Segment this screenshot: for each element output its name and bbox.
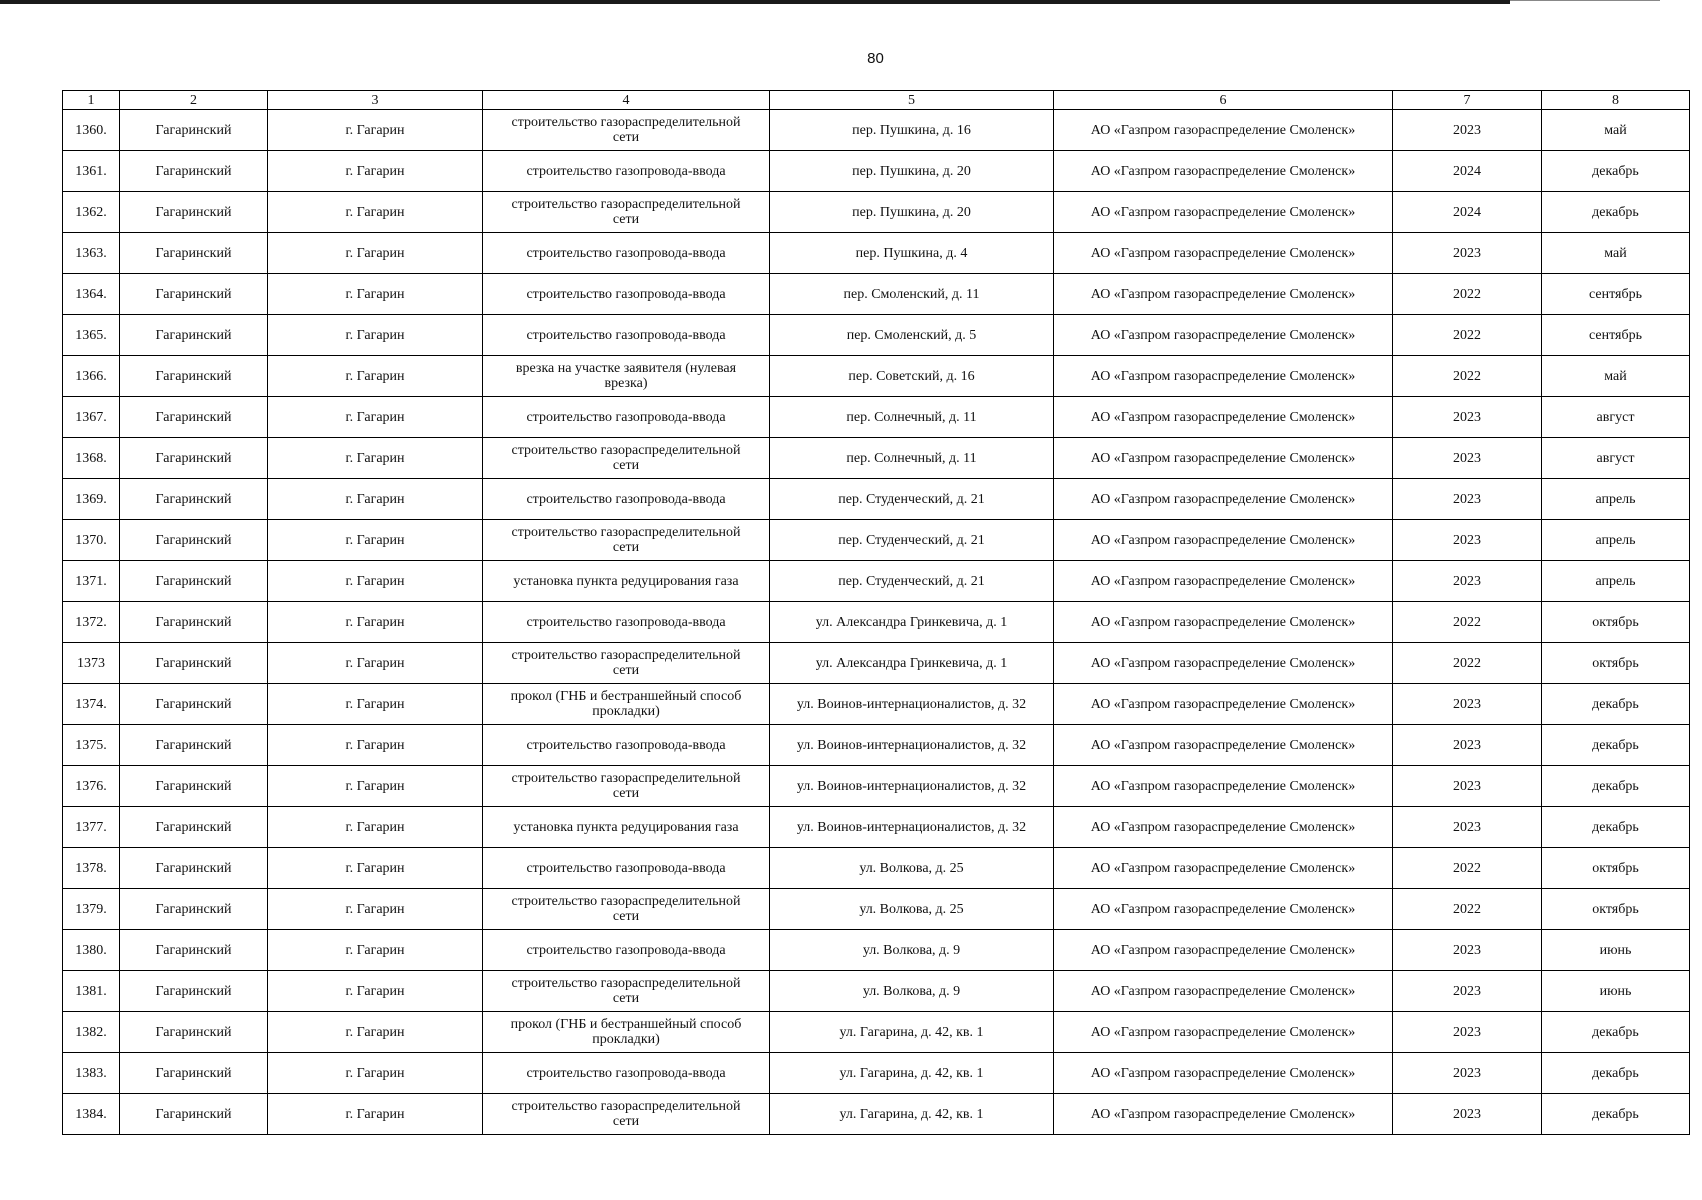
cell-number: 1360. <box>63 110 120 151</box>
cell-month: декабрь <box>1542 1053 1690 1094</box>
cell-locality: г. Гагарин <box>268 561 483 602</box>
cell-locality: г. Гагарин <box>268 643 483 684</box>
cell-work-type: прокол (ГНБ и бестраншейный способ прокладки) <box>483 684 770 725</box>
cell-organization: АО «Газпром газораспределение Смоленск» <box>1054 356 1393 397</box>
cell-address: пер. Смоленский, д. 11 <box>770 274 1054 315</box>
cell-month: декабрь <box>1542 807 1690 848</box>
scan-edge-line <box>1510 0 1660 1</box>
table-row <box>63 766 1690 807</box>
cell-locality: г. Гагарин <box>268 274 483 315</box>
cell-year: 2023 <box>1393 1012 1542 1053</box>
cell-address: ул. Гагарина, д. 42, кв. 1 <box>770 1012 1054 1053</box>
cell-organization: АО «Газпром газораспределение Смоленск» <box>1054 930 1393 971</box>
table-row <box>63 110 1690 151</box>
cell-year: 2022 <box>1393 356 1542 397</box>
cell-locality: г. Гагарин <box>268 971 483 1012</box>
cell-month: апрель <box>1542 520 1690 561</box>
cell-work-type: строительство газораспределительной сети <box>483 889 770 930</box>
cell-locality: г. Гагарин <box>268 684 483 725</box>
cell-work-type: прокол (ГНБ и бестраншейный способ прокладки) <box>483 1012 770 1053</box>
cell-organization: АО «Газпром газораспределение Смоленск» <box>1054 1012 1393 1053</box>
cell-number: 1376. <box>63 766 120 807</box>
cell-month: август <box>1542 397 1690 438</box>
table-row <box>63 561 1690 602</box>
cell-organization: АО «Газпром газораспределение Смоленск» <box>1054 807 1393 848</box>
cell-work-type: строительство газораспределительной сети <box>483 643 770 684</box>
cell-district: Гагаринский <box>120 274 268 315</box>
table-header <box>63 91 1690 110</box>
cell-year: 2024 <box>1393 192 1542 233</box>
cell-district: Гагаринский <box>120 1094 268 1135</box>
table-row <box>63 725 1690 766</box>
cell-number: 1364. <box>63 274 120 315</box>
cell-organization: АО «Газпром газораспределение Смоленск» <box>1054 602 1393 643</box>
cell-district: Гагаринский <box>120 1012 268 1053</box>
cell-work-type: установка пункта редуцирования газа <box>483 807 770 848</box>
cell-year: 2022 <box>1393 889 1542 930</box>
cell-address: ул. Волкова, д. 9 <box>770 930 1054 971</box>
cell-month: май <box>1542 110 1690 151</box>
cell-month: октябрь <box>1542 602 1690 643</box>
header-cell-col-3: 3 <box>268 91 483 110</box>
cell-month: май <box>1542 356 1690 397</box>
cell-year: 2023 <box>1393 479 1542 520</box>
cell-work-type: строительство газопровода-ввода <box>483 1053 770 1094</box>
cell-district: Гагаринский <box>120 930 268 971</box>
cell-district: Гагаринский <box>120 561 268 602</box>
cell-locality: г. Гагарин <box>268 397 483 438</box>
cell-month: декабрь <box>1542 725 1690 766</box>
cell-year: 2023 <box>1393 233 1542 274</box>
cell-district: Гагаринский <box>120 356 268 397</box>
header-cell-col-8: 8 <box>1542 91 1690 110</box>
cell-number: 1371. <box>63 561 120 602</box>
cell-locality: г. Гагарин <box>268 602 483 643</box>
cell-year: 2022 <box>1393 643 1542 684</box>
header-cell-col-7: 7 <box>1393 91 1542 110</box>
cell-work-type: строительство газопровода-ввода <box>483 151 770 192</box>
cell-address: ул. Александра Гринкевича, д. 1 <box>770 643 1054 684</box>
cell-organization: АО «Газпром газораспределение Смоленск» <box>1054 1094 1393 1135</box>
cell-work-type: строительство газораспределительной сети <box>483 1094 770 1135</box>
cell-year: 2023 <box>1393 971 1542 1012</box>
scan-edge-bar <box>0 0 1510 4</box>
cell-number: 1383. <box>63 1053 120 1094</box>
cell-work-type: строительство газопровода-ввода <box>483 397 770 438</box>
header-cell-col-2: 2 <box>120 91 268 110</box>
cell-locality: г. Гагарин <box>268 233 483 274</box>
cell-district: Гагаринский <box>120 520 268 561</box>
cell-year: 2023 <box>1393 561 1542 602</box>
cell-month: август <box>1542 438 1690 479</box>
cell-work-type: строительство газопровода-ввода <box>483 274 770 315</box>
cell-address: ул. Волкова, д. 9 <box>770 971 1054 1012</box>
cell-work-type: строительство газораспределительной сети <box>483 192 770 233</box>
table-row <box>63 807 1690 848</box>
cell-address: ул. Воинов-интернационалистов, д. 32 <box>770 807 1054 848</box>
cell-locality: г. Гагарин <box>268 315 483 356</box>
cell-work-type: установка пункта редуцирования газа <box>483 561 770 602</box>
cell-number: 1363. <box>63 233 120 274</box>
cell-number: 1367. <box>63 397 120 438</box>
table-row <box>63 274 1690 315</box>
register-table <box>62 90 1690 1135</box>
table-row <box>63 889 1690 930</box>
cell-number: 1362. <box>63 192 120 233</box>
cell-number: 1382. <box>63 1012 120 1053</box>
cell-address: ул. Воинов-интернационалистов, д. 32 <box>770 766 1054 807</box>
cell-address: ул. Гагарина, д. 42, кв. 1 <box>770 1094 1054 1135</box>
table-row <box>63 192 1690 233</box>
cell-organization: АО «Газпром газораспределение Смоленск» <box>1054 889 1393 930</box>
cell-district: Гагаринский <box>120 725 268 766</box>
cell-district: Гагаринский <box>120 766 268 807</box>
cell-year: 2022 <box>1393 848 1542 889</box>
cell-month: октябрь <box>1542 643 1690 684</box>
cell-year: 2023 <box>1393 766 1542 807</box>
cell-address: пер. Студенческий, д. 21 <box>770 561 1054 602</box>
cell-locality: г. Гагарин <box>268 110 483 151</box>
table-row <box>63 233 1690 274</box>
cell-work-type: строительство газораспределительной сети <box>483 520 770 561</box>
cell-address: ул. Волкова, д. 25 <box>770 889 1054 930</box>
cell-district: Гагаринский <box>120 1053 268 1094</box>
cell-address: пер. Студенческий, д. 21 <box>770 520 1054 561</box>
table-row <box>63 438 1690 479</box>
cell-number: 1365. <box>63 315 120 356</box>
cell-district: Гагаринский <box>120 397 268 438</box>
page-number: 80 <box>867 50 884 67</box>
cell-number: 1374. <box>63 684 120 725</box>
table-row <box>63 151 1690 192</box>
cell-month: сентябрь <box>1542 274 1690 315</box>
cell-address: пер. Солнечный, д. 11 <box>770 438 1054 479</box>
cell-year: 2023 <box>1393 1053 1542 1094</box>
cell-number: 1372. <box>63 602 120 643</box>
cell-number: 1370. <box>63 520 120 561</box>
cell-number: 1375. <box>63 725 120 766</box>
cell-year: 2023 <box>1393 807 1542 848</box>
cell-year: 2023 <box>1393 110 1542 151</box>
cell-address: пер. Советский, д. 16 <box>770 356 1054 397</box>
cell-district: Гагаринский <box>120 315 268 356</box>
cell-district: Гагаринский <box>120 151 268 192</box>
table-row <box>63 356 1690 397</box>
cell-address: ул. Александра Гринкевича, д. 1 <box>770 602 1054 643</box>
cell-year: 2022 <box>1393 274 1542 315</box>
cell-locality: г. Гагарин <box>268 807 483 848</box>
cell-work-type: строительство газораспределительной сети <box>483 766 770 807</box>
table-body <box>63 110 1690 1135</box>
cell-organization: АО «Газпром газораспределение Смоленск» <box>1054 438 1393 479</box>
cell-district: Гагаринский <box>120 110 268 151</box>
cell-district: Гагаринский <box>120 192 268 233</box>
cell-year: 2023 <box>1393 397 1542 438</box>
cell-address: пер. Смоленский, д. 5 <box>770 315 1054 356</box>
cell-organization: АО «Газпром газораспределение Смоленск» <box>1054 233 1393 274</box>
cell-work-type: строительство газопровода-ввода <box>483 315 770 356</box>
cell-work-type: строительство газораспределительной сети <box>483 438 770 479</box>
table-row <box>63 643 1690 684</box>
cell-work-type: строительство газопровода-ввода <box>483 602 770 643</box>
cell-locality: г. Гагарин <box>268 479 483 520</box>
cell-address: пер. Пушкина, д. 16 <box>770 110 1054 151</box>
cell-address: ул. Гагарина, д. 42, кв. 1 <box>770 1053 1054 1094</box>
cell-year: 2023 <box>1393 725 1542 766</box>
cell-district: Гагаринский <box>120 602 268 643</box>
table-row <box>63 315 1690 356</box>
cell-address: пер. Солнечный, д. 11 <box>770 397 1054 438</box>
cell-district: Гагаринский <box>120 971 268 1012</box>
cell-locality: г. Гагарин <box>268 356 483 397</box>
header-cell-col-4: 4 <box>483 91 770 110</box>
cell-address: пер. Пушкина, д. 20 <box>770 192 1054 233</box>
cell-address: ул. Волкова, д. 25 <box>770 848 1054 889</box>
cell-month: май <box>1542 233 1690 274</box>
cell-month: октябрь <box>1542 848 1690 889</box>
cell-number: 1369. <box>63 479 120 520</box>
cell-organization: АО «Газпром газораспределение Смоленск» <box>1054 561 1393 602</box>
header-cell-col-5: 5 <box>770 91 1054 110</box>
cell-month: октябрь <box>1542 889 1690 930</box>
table-row <box>63 848 1690 889</box>
cell-district: Гагаринский <box>120 643 268 684</box>
header-cell-col-6: 6 <box>1054 91 1393 110</box>
cell-work-type: строительство газопровода-ввода <box>483 233 770 274</box>
cell-organization: АО «Газпром газораспределение Смоленск» <box>1054 274 1393 315</box>
cell-locality: г. Гагарин <box>268 1094 483 1135</box>
cell-year: 2023 <box>1393 1094 1542 1135</box>
cell-year: 2023 <box>1393 438 1542 479</box>
cell-locality: г. Гагарин <box>268 848 483 889</box>
table-row <box>63 602 1690 643</box>
cell-address: пер. Пушкина, д. 4 <box>770 233 1054 274</box>
cell-organization: АО «Газпром газораспределение Смоленск» <box>1054 192 1393 233</box>
cell-locality: г. Гагарин <box>268 520 483 561</box>
cell-district: Гагаринский <box>120 684 268 725</box>
cell-month: декабрь <box>1542 1012 1690 1053</box>
cell-number: 1368. <box>63 438 120 479</box>
cell-organization: АО «Газпром газораспределение Смоленск» <box>1054 643 1393 684</box>
cell-district: Гагаринский <box>120 807 268 848</box>
table-row <box>63 479 1690 520</box>
cell-month: декабрь <box>1542 766 1690 807</box>
cell-work-type: строительство газопровода-ввода <box>483 848 770 889</box>
table-row <box>63 971 1690 1012</box>
cell-organization: АО «Газпром газораспределение Смоленск» <box>1054 151 1393 192</box>
cell-organization: АО «Газпром газораспределение Смоленск» <box>1054 684 1393 725</box>
cell-month: июнь <box>1542 971 1690 1012</box>
cell-locality: г. Гагарин <box>268 438 483 479</box>
cell-year: 2023 <box>1393 520 1542 561</box>
cell-locality: г. Гагарин <box>268 151 483 192</box>
cell-work-type: строительство газопровода-ввода <box>483 725 770 766</box>
cell-number: 1380. <box>63 930 120 971</box>
cell-organization: АО «Газпром газораспределение Смоленск» <box>1054 479 1393 520</box>
cell-number: 1373 <box>63 643 120 684</box>
cell-number: 1381. <box>63 971 120 1012</box>
cell-district: Гагаринский <box>120 479 268 520</box>
cell-organization: АО «Газпром газораспределение Смоленск» <box>1054 725 1393 766</box>
cell-address: пер. Студенческий, д. 21 <box>770 479 1054 520</box>
cell-work-type: строительство газопровода-ввода <box>483 930 770 971</box>
cell-district: Гагаринский <box>120 233 268 274</box>
cell-locality: г. Гагарин <box>268 725 483 766</box>
cell-number: 1384. <box>63 1094 120 1135</box>
cell-year: 2024 <box>1393 151 1542 192</box>
cell-organization: АО «Газпром газораспределение Смоленск» <box>1054 397 1393 438</box>
cell-year: 2022 <box>1393 602 1542 643</box>
table-row <box>63 520 1690 561</box>
cell-organization: АО «Газпром газораспределение Смоленск» <box>1054 110 1393 151</box>
cell-year: 2023 <box>1393 684 1542 725</box>
header-cell-col-1: 1 <box>63 91 120 110</box>
cell-district: Гагаринский <box>120 889 268 930</box>
cell-locality: г. Гагарин <box>268 1053 483 1094</box>
cell-number: 1378. <box>63 848 120 889</box>
cell-work-type: строительство газораспределительной сети <box>483 971 770 1012</box>
cell-month: декабрь <box>1542 1094 1690 1135</box>
cell-locality: г. Гагарин <box>268 766 483 807</box>
header-row <box>63 91 1690 110</box>
cell-work-type: строительство газораспределительной сети <box>483 110 770 151</box>
cell-month: июнь <box>1542 930 1690 971</box>
cell-organization: АО «Газпром газораспределение Смоленск» <box>1054 766 1393 807</box>
table-row <box>63 1094 1690 1135</box>
cell-number: 1377. <box>63 807 120 848</box>
cell-work-type: строительство газопровода-ввода <box>483 479 770 520</box>
cell-address: ул. Воинов-интернационалистов, д. 32 <box>770 725 1054 766</box>
cell-number: 1366. <box>63 356 120 397</box>
cell-address: ул. Воинов-интернационалистов, д. 32 <box>770 684 1054 725</box>
cell-organization: АО «Газпром газораспределение Смоленск» <box>1054 848 1393 889</box>
cell-month: декабрь <box>1542 192 1690 233</box>
table-row <box>63 397 1690 438</box>
cell-month: апрель <box>1542 479 1690 520</box>
cell-organization: АО «Газпром газораспределение Смоленск» <box>1054 971 1393 1012</box>
cell-district: Гагаринский <box>120 438 268 479</box>
cell-month: сентябрь <box>1542 315 1690 356</box>
cell-year: 2023 <box>1393 930 1542 971</box>
cell-organization: АО «Газпром газораспределение Смоленск» <box>1054 520 1393 561</box>
cell-district: Гагаринский <box>120 848 268 889</box>
cell-organization: АО «Газпром газораспределение Смоленск» <box>1054 315 1393 356</box>
cell-number: 1361. <box>63 151 120 192</box>
table-row <box>63 930 1690 971</box>
cell-locality: г. Гагарин <box>268 192 483 233</box>
cell-number: 1379. <box>63 889 120 930</box>
cell-address: пер. Пушкина, д. 20 <box>770 151 1054 192</box>
cell-work-type: врезка на участке заявителя (нулевая врезка) <box>483 356 770 397</box>
cell-month: декабрь <box>1542 684 1690 725</box>
table-row <box>63 1012 1690 1053</box>
cell-month: декабрь <box>1542 151 1690 192</box>
cell-locality: г. Гагарин <box>268 889 483 930</box>
cell-locality: г. Гагарин <box>268 930 483 971</box>
cell-locality: г. Гагарин <box>268 1012 483 1053</box>
cell-year: 2022 <box>1393 315 1542 356</box>
cell-month: апрель <box>1542 561 1690 602</box>
cell-organization: АО «Газпром газораспределение Смоленск» <box>1054 1053 1393 1094</box>
table-row <box>63 684 1690 725</box>
table-row <box>63 1053 1690 1094</box>
